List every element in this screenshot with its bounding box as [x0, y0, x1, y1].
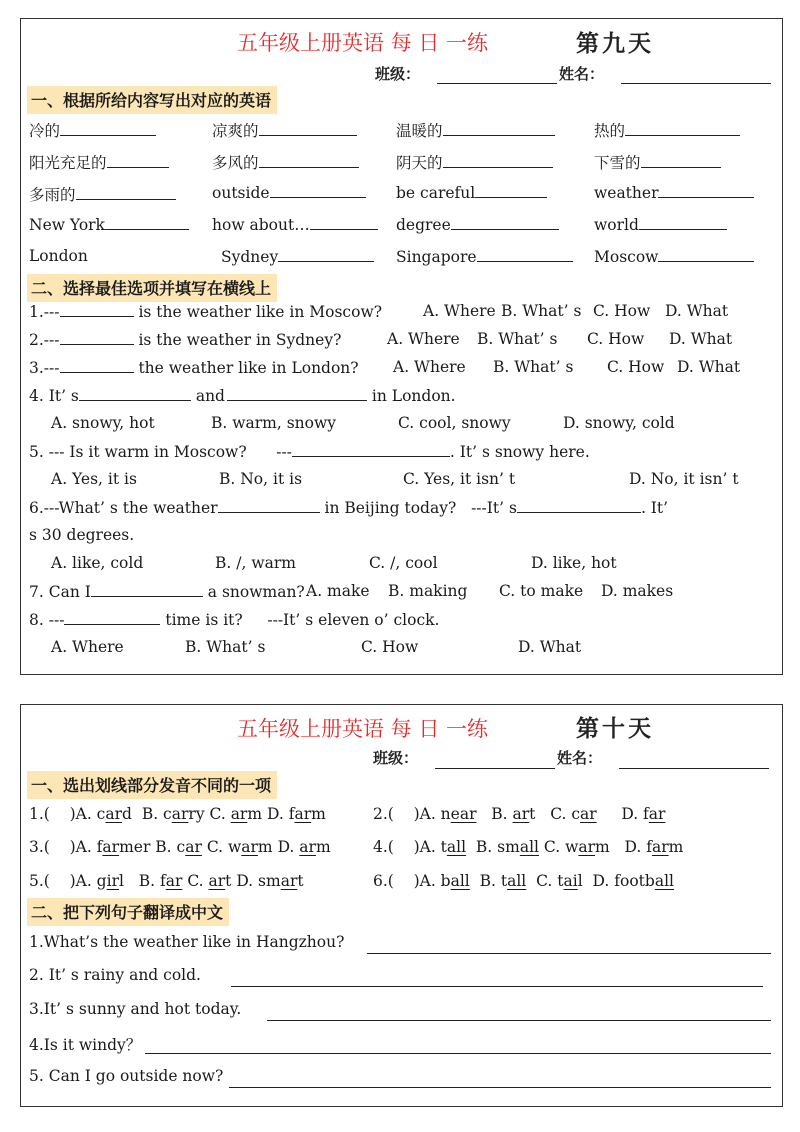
- option: D. What: [665, 302, 729, 320]
- phonics-question-1: 1.( )A. card B. carry C. arm D. farm: [29, 805, 326, 823]
- answer-blank[interactable]: [641, 153, 721, 168]
- sentence-3: 3.It’ s sunny and hot today.: [29, 1000, 242, 1018]
- sentence-5: 5. Can I go outside now?: [29, 1067, 224, 1085]
- answer-blank[interactable]: [107, 153, 169, 168]
- section-heading: 一、选出划线部分发音不同的一项: [27, 771, 277, 799]
- sentence-2: 2. It’ s rainy and cold.: [29, 966, 201, 984]
- question-5: 5. --- Is it warm in Moscow? --- . It’ s snowy here.: [29, 443, 590, 461]
- option: D. snowy, cold: [563, 414, 675, 432]
- answer-blank[interactable]: [79, 386, 191, 401]
- sentence-4: 4.Is it windy？: [29, 1036, 142, 1054]
- option: D. like, hot: [531, 554, 617, 572]
- question-2: 2.--- is the weather in Sydney?: [29, 331, 342, 349]
- vocab-item: world: [594, 215, 727, 234]
- worksheet-title: 五年级上册英语 每 日 一练: [237, 717, 489, 741]
- option: B. What’ s: [501, 302, 582, 320]
- vocab-item: Singapore: [396, 247, 573, 266]
- question-1: 1.--- is the weather like in Moscow?: [29, 303, 383, 321]
- vocab-item: be careful: [396, 183, 547, 202]
- vocab-item: Sydney: [221, 247, 374, 266]
- option: A. Yes, it is: [51, 470, 137, 488]
- answer-blank[interactable]: [310, 215, 378, 230]
- option: A. Where: [51, 638, 124, 656]
- option: B. warm, snowy: [211, 414, 337, 432]
- option: D. What: [669, 330, 733, 348]
- answer-blank[interactable]: [270, 183, 366, 198]
- answer-blank[interactable]: [60, 358, 134, 373]
- phonics-question-5: 5.( )A. girl B. far C. art D. smart: [29, 872, 304, 890]
- class-field[interactable]: [437, 83, 557, 84]
- answer-blank[interactable]: [443, 121, 555, 136]
- option: B. What’ s: [493, 358, 574, 376]
- option: C. Yes, it isn’ t: [403, 470, 516, 488]
- worksheet-title: 五年级上册英语 每 日 一练: [237, 31, 489, 55]
- option: A. Where: [393, 358, 466, 376]
- answer-blank[interactable]: [227, 386, 367, 401]
- answer-blank[interactable]: [60, 121, 156, 136]
- vocab-item: New York: [29, 215, 189, 234]
- option: B. What’ s: [185, 638, 266, 656]
- section-heading: 二、把下列句子翻译成中文: [27, 898, 229, 926]
- vocab-item: 多风的: [212, 151, 359, 173]
- answer-blank[interactable]: [658, 247, 754, 262]
- phonics-question-2: 2.( )A. near B. art C. car D. far: [373, 805, 666, 823]
- name-label: 姓名：: [559, 65, 605, 83]
- answer-blank[interactable]: [60, 330, 134, 345]
- option: C. How: [361, 638, 419, 656]
- vocab-item: 下雪的: [594, 151, 721, 173]
- answer-blank[interactable]: [278, 247, 374, 262]
- name-label: 姓名：: [557, 749, 603, 767]
- option: A. Where: [423, 302, 496, 320]
- vocab-item: 阳光充足的: [29, 151, 169, 173]
- day-label: 第十天: [576, 715, 654, 742]
- answer-line[interactable]: [231, 986, 763, 987]
- answer-blank[interactable]: [477, 247, 573, 262]
- vocab-item: 多雨的: [29, 183, 176, 205]
- option: D. makes: [601, 582, 674, 600]
- option: C. /, cool: [369, 554, 438, 572]
- option: C. How: [607, 358, 665, 376]
- option: D. What: [677, 358, 741, 376]
- vocab-item: 热的: [594, 119, 740, 141]
- option: A. make: [306, 582, 370, 600]
- option: A. like, cold: [51, 554, 144, 572]
- answer-line[interactable]: [145, 1053, 771, 1054]
- answer-blank[interactable]: [625, 121, 740, 136]
- worksheet-day9: [20, 18, 783, 675]
- phonics-question-4: 4.( )A. tall B. small C. warm D. farm: [373, 838, 684, 856]
- option: C. cool, snowy: [398, 414, 511, 432]
- answer-blank[interactable]: [105, 215, 189, 230]
- option: B. making: [388, 582, 468, 600]
- answer-blank[interactable]: [91, 582, 203, 597]
- question-4: 4. It’ s and in London.: [29, 387, 456, 405]
- worksheet-day10: [20, 704, 783, 1107]
- option: D. No, it isn’ t: [629, 470, 739, 488]
- answer-blank[interactable]: [443, 153, 553, 168]
- option: B. /, warm: [215, 554, 296, 572]
- vocab-item: 凉爽的: [212, 119, 357, 141]
- vocab-item: Moscow: [594, 247, 754, 266]
- option: B. What’ s: [477, 330, 558, 348]
- phonics-question-6: 6.( )A. ball B. tall C. tail D. football: [373, 872, 674, 890]
- phonics-question-3: 3.( )A. farmer B. car C. warm D. arm: [29, 838, 331, 856]
- section-heading: 一、根据所给内容写出对应的英语: [27, 86, 277, 114]
- answer-blank[interactable]: [451, 215, 559, 230]
- vocab-item: 温暖的: [396, 119, 555, 141]
- name-field[interactable]: [619, 768, 769, 769]
- section-heading: 二、选择最佳选项并填写在横线上: [27, 274, 277, 302]
- class-field[interactable]: [435, 768, 555, 769]
- answer-blank[interactable]: [76, 185, 176, 200]
- option: A. Where: [387, 330, 460, 348]
- option: C. to make: [499, 582, 584, 600]
- vocab-item: 阴天的: [396, 151, 553, 173]
- answer-blank[interactable]: [658, 183, 754, 198]
- option: B. No, it is: [219, 470, 303, 488]
- option: C. How: [587, 330, 645, 348]
- class-label: 班级：: [373, 749, 419, 767]
- answer-blank[interactable]: [259, 121, 357, 136]
- answer-blank[interactable]: [292, 442, 450, 457]
- option: D. What: [518, 638, 582, 656]
- vocab-item: 冷的: [29, 119, 156, 141]
- question-3: 3.--- the weather like in London?: [29, 359, 359, 377]
- option: C. How: [593, 302, 651, 320]
- answer-blank[interactable]: [218, 498, 320, 513]
- question-7: 7. Can I a snowman?: [29, 583, 305, 601]
- vocab-item: how about…: [212, 215, 378, 234]
- answer-blank[interactable]: [259, 153, 359, 168]
- sentence-1: 1.What’s the weather like in Hangzhou?: [29, 933, 345, 951]
- answer-blank[interactable]: [639, 215, 727, 230]
- answer-blank[interactable]: [517, 498, 641, 513]
- question-6-cont: s 30 degrees.: [29, 526, 135, 544]
- name-field[interactable]: [621, 83, 771, 84]
- vocab-item: London: [29, 247, 88, 265]
- question-8: 8. --- time is it? ---It’ s eleven o’ clock.: [29, 611, 440, 629]
- answer-blank[interactable]: [475, 183, 547, 198]
- option: A. snowy, hot: [51, 414, 155, 432]
- vocab-item: outside: [212, 183, 366, 202]
- answer-line[interactable]: [367, 953, 771, 954]
- answer-blank[interactable]: [64, 610, 160, 625]
- answer-line[interactable]: [267, 1020, 771, 1021]
- answer-line[interactable]: [229, 1087, 771, 1088]
- class-label: 班级：: [375, 65, 421, 83]
- question-6: 6.---What’ s the weather in Beijing today? ---It’ s . It’: [29, 499, 669, 517]
- answer-blank[interactable]: [60, 302, 134, 317]
- day-label: 第九天: [576, 30, 654, 57]
- vocab-item: degree: [396, 215, 559, 234]
- vocab-item: weather: [594, 183, 754, 202]
